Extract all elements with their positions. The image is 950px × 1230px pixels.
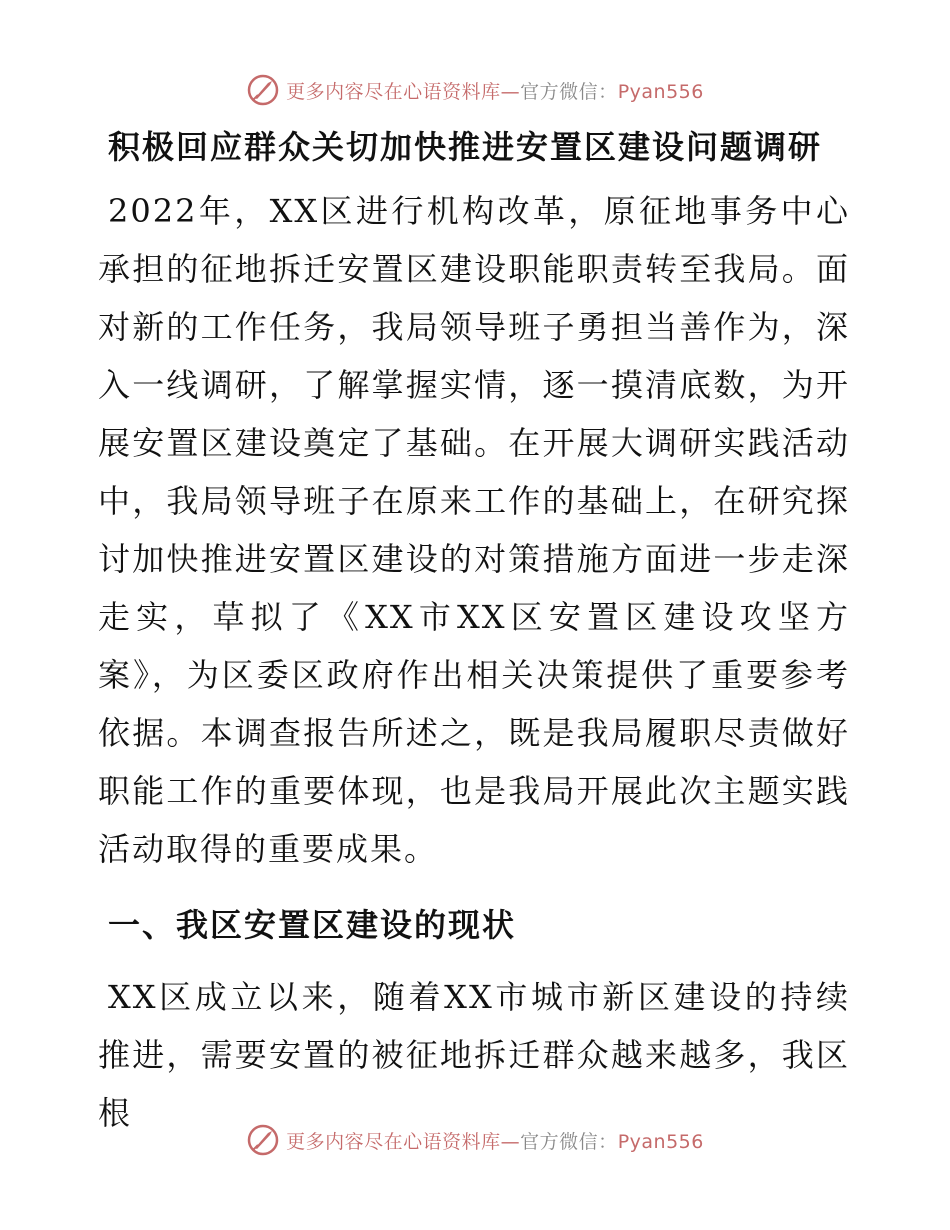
watermark-wechat-id: Pyan556 (617, 1130, 704, 1153)
watermark-text (286, 77, 704, 104)
document-body (98, 118, 850, 1142)
section-heading-1: 一、我区安置区建设的现状 (108, 906, 517, 944)
watermark-text (286, 1127, 704, 1154)
quill-logo-icon (246, 1123, 280, 1157)
watermark-label: 官方微信： (520, 1130, 618, 1153)
paragraph-section-1: XX区成立以来，随着XX市城市新区建设的持续推进，需要安置的被征地拆迁群众越来越多，我区根 (98, 978, 850, 1132)
watermark-site-name: 更多内容尽在心语资料库 (286, 80, 501, 103)
watermark-footer (0, 1120, 950, 1160)
watermark-site-name: 更多内容尽在心语资料库 (286, 1130, 501, 1153)
watermark-header (0, 70, 950, 110)
watermark-separator: — (500, 80, 521, 103)
paragraph-intro: 2022年，XX区进行机构改革，原征地事务中心承担的征地拆迁安置区建设职能职责转至我局。面对新的工作任务，我局领导班子勇担当善作为，深入一线调研，了解掌握实情，逐一摸清底数，为开展安置区建设奠定了基础。在开展大调研实践活动中，我局领导班子在原来工作的基础上，在研究探讨加快推进安置区建设的对策措施方面进一步走深走实，草拟了《XX市XX区安置区建设攻坚方案》，为区委区政府作出相关决策提供了重要参考依据。本调查报告所述之，既是我局履职尽责做好职能工作的重要体现，也是我局开展此次主题实践活动取得的重要成果。 (98, 192, 850, 868)
quill-logo-icon (246, 73, 280, 107)
watermark-separator: — (500, 1130, 521, 1153)
document-title: 积极回应群众关切加快推进安置区建设问题调研 (108, 128, 823, 166)
watermark-label: 官方微信： (520, 80, 618, 103)
watermark-wechat-id: Pyan556 (617, 80, 704, 103)
